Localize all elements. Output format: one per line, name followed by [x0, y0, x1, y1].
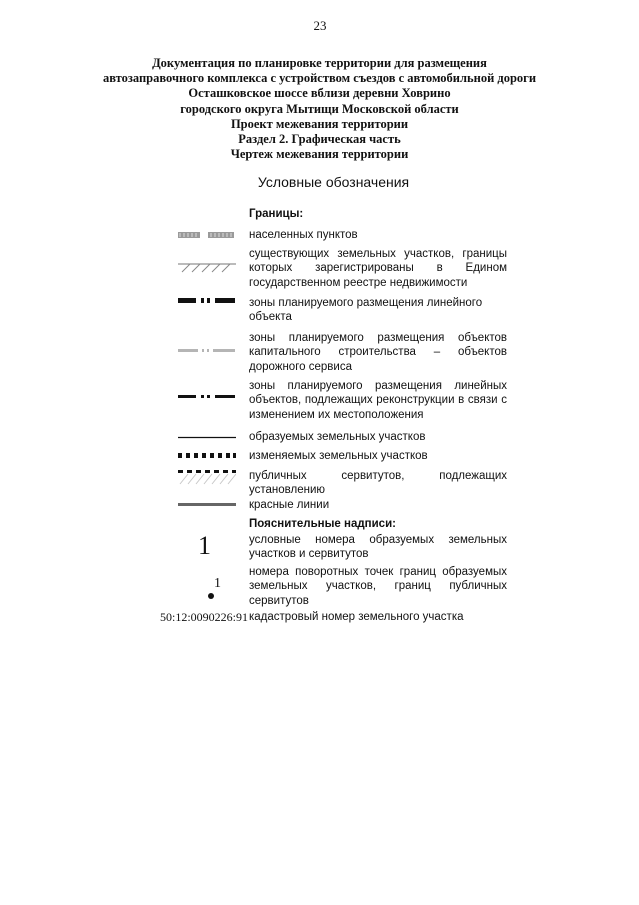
heading-line: Проект межевания территории [230, 116, 409, 131]
legend-reconstruction-zone-label: зоны планируемого размещения линейных объектов, подлежащих реконструкции в связи с изменением их местоположения [249, 380, 507, 421]
legend-existing-plots-label: существующих земельных участков, границы которых зарегистрированы в Едином государственном реестре недвижимости [249, 248, 507, 289]
heading-line: Раздел 2. Графическая часть [238, 132, 401, 147]
existing-plot-boundary-symbol [178, 262, 236, 274]
heading-line: городского округа Мытищи Московской области [180, 101, 459, 116]
document-heading [60, 56, 579, 162]
public-servitude-boundary-symbol [178, 470, 236, 486]
note-turning-points-label: номера поворотных точек границ образуемых земельных участков, границ публичных сервитутов [249, 566, 507, 607]
legend-title: Условные обозначения [257, 174, 410, 190]
legend-road-service-zone-label: зоны планируемого размещения объектов капитального строительства – объектов дорожного сервиса [249, 332, 507, 373]
turning-point-dot [208, 593, 214, 599]
legend-linear-zone-label: зоны планируемого размещения линейного объекта [249, 297, 483, 324]
changed-plot-boundary-symbol [178, 453, 236, 459]
turning-point-number: 1 [214, 576, 221, 591]
legend-red-lines-label: красные линии [249, 499, 330, 511]
page-number: 23 [313, 18, 327, 33]
note-plot-number-label: условные номера образуемых земельных участков и сервитутов [249, 534, 507, 561]
red-line-symbol [178, 502, 236, 507]
heading-line: Осташковское шоссе вблизи деревни Ховрино [188, 86, 451, 101]
formed-plot-boundary-symbol [178, 436, 236, 440]
note-cadastral-label: кадастровый номер земельного участка [249, 611, 464, 623]
legend-formed-plots-label: образуемых земельных участков [249, 431, 426, 443]
settlement-boundary-symbol [178, 231, 236, 239]
heading-line: Чертеж межевания территории [230, 147, 409, 162]
cadastral-number-sample: 50:12:0090226:91 [160, 610, 249, 624]
legend-public-servitudes-label: публичных сервитутов, подлежащих установлению [249, 470, 507, 497]
linear-object-zone-symbol [178, 297, 236, 305]
reconstruction-zone-symbol [178, 394, 236, 400]
section-boundaries-title: Границы: [249, 208, 304, 220]
plot-number-symbol: 1 [198, 531, 211, 560]
heading-line: Документация по планировке территории для размещения [152, 56, 487, 70]
heading-line: автозаправочного комплекса с устройством съездов с автомобильной дороги [102, 71, 537, 86]
legend-changed-plots-label: изменяемых земельных участков [249, 450, 428, 462]
section-notes-title: Пояснительные надписи: [249, 518, 396, 530]
road-service-zone-symbol [178, 348, 236, 354]
legend-settlements-label: населенных пунктов [249, 229, 358, 241]
